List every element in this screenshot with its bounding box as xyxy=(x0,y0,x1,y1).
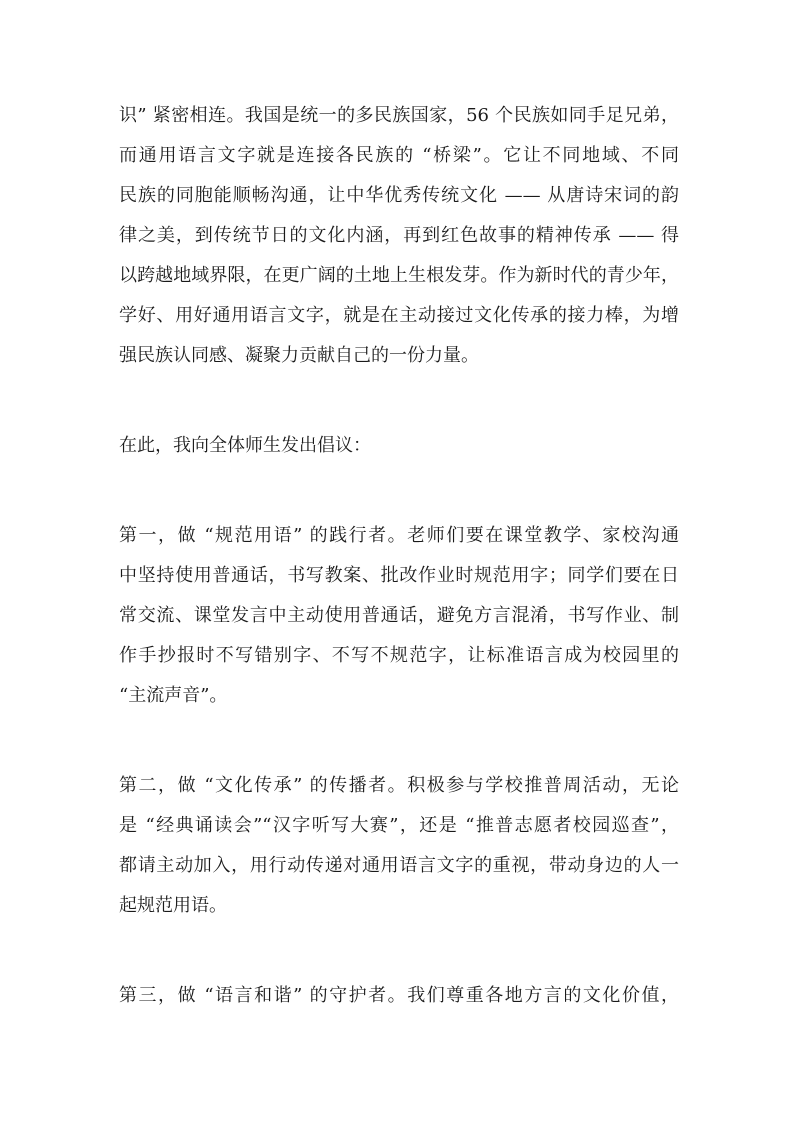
paragraph-spacer xyxy=(119,466,679,516)
text-line: 识” 紧密相连。我国是统一的多民族国家，56 个民族如同手足兄弟， xyxy=(119,105,679,126)
paragraph-spacer xyxy=(119,376,679,426)
text-line: 第三，做 “语言和谐” 的守护者。我们尊重各地方言的文化价值， xyxy=(119,985,679,1006)
text-line: 在此，我向全体师生发出倡议： xyxy=(119,435,371,456)
paragraph-unity xyxy=(119,96,679,376)
paragraph-spacer xyxy=(119,716,679,766)
text-line: 第一，做 “规范用语” 的践行者。老师们要在课堂教学、家校沟通 xyxy=(119,525,679,546)
paragraph-spacer xyxy=(119,926,679,976)
text-line: “主流声音”。 xyxy=(119,685,228,706)
text-line: 作手抄报时不写错别字、不写不规范字，让标准语言成为校园里的 xyxy=(119,645,679,666)
text-line: 是 “经典诵读会”“汉字听写大赛”，还是 “推普志愿者校园巡查”， xyxy=(119,815,679,836)
text-line: 而通用语言文字就是连接各民族的 “桥梁”。它让不同地域、不同 xyxy=(119,145,679,166)
paragraph-third-point xyxy=(119,976,679,1016)
text-line: 都请主动加入，用行动传递对通用语言文字的重视，带动身边的人一 xyxy=(119,855,679,876)
text-line: 强民族认同感、凝聚力贡献自己的一份力量。 xyxy=(119,345,479,366)
text-line: 民族的同胞能顺畅沟通，让中华优秀传统文化 —— 从唐诗宋词的韵 xyxy=(119,185,679,206)
paragraph-second-point xyxy=(119,766,679,926)
paragraph-first-point xyxy=(119,516,679,716)
text-line: 学好、用好通用语言文字，就是在主动接过文化传承的接力棒，为增 xyxy=(119,305,679,326)
text-line: 律之美，到传统节日的文化内涵，再到红色故事的精神传承 —— 得 xyxy=(119,225,679,246)
text-line: 起规范用语。 xyxy=(119,895,227,916)
text-line: 以跨越地域界限，在更广阔的土地上生根发芽。作为新时代的青少年， xyxy=(119,265,679,286)
document-body xyxy=(119,96,679,1016)
text-line: 第二，做 “文化传承” 的传播者。积极参与学校推普周活动，无论 xyxy=(119,775,679,796)
text-line: 中坚持使用普通话，书写教案、批改作业时规范用字；同学们要在日 xyxy=(119,565,679,586)
paragraph-proposal-intro xyxy=(119,426,679,466)
text-line: 常交流、课堂发言中主动使用普通话，避免方言混淆，书写作业、制 xyxy=(119,605,679,626)
